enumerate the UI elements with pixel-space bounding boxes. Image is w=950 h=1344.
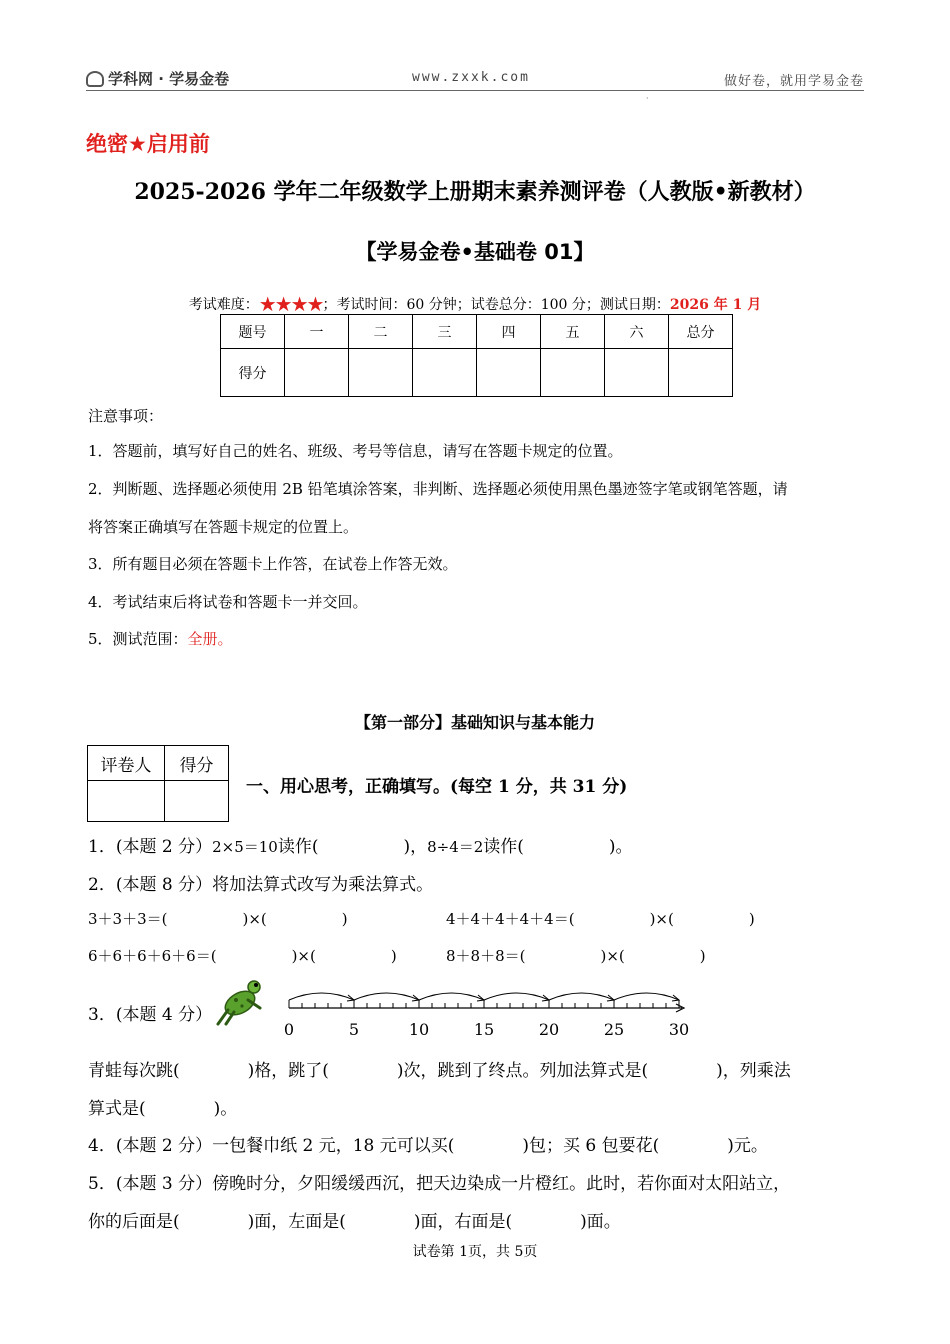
note-item: 将答案正确填写在答题卡规定的位置上。	[88, 518, 359, 536]
site-logo	[86, 68, 229, 89]
q2-item-c: 6＋6＋6＋6＋6＝( )×( )	[88, 947, 397, 965]
q5-line-1: 5．(本题 3 分）傍晚时分，夕阳缓缓西沉，把天边染成一片橙红。此时，若你面对太阳站立，	[88, 1174, 791, 1194]
note-scope	[88, 620, 868, 658]
score-header-cell: 六	[605, 315, 669, 349]
jump-arc	[549, 993, 614, 1000]
number-line-label: 15	[473, 1020, 495, 1039]
header-divider	[86, 90, 864, 91]
grader-score-label: 得分	[165, 746, 229, 781]
number-line-label: 25	[603, 1020, 625, 1039]
score-row-label: 得分	[221, 349, 285, 397]
jump-arc	[354, 993, 419, 1000]
score-table-header-row	[221, 315, 733, 349]
score-header-cell: 五	[541, 315, 605, 349]
score-header-cell: 三	[413, 315, 477, 349]
q1-expression-2: 8÷4＝2	[427, 838, 484, 856]
info-separator: ；	[322, 297, 337, 313]
exam-meta: 考试时间：60 分钟；试卷总分：100 分；测试日期：	[336, 297, 670, 313]
q1-expression-1: 2×5＝10	[212, 838, 278, 856]
score-header-cell: 一	[285, 315, 349, 349]
header-slogan: 做好卷，就用学易金卷	[723, 74, 864, 89]
page-footer: 试卷第 1页，共 5页	[412, 1244, 538, 1260]
question-2: 2．(本题 8 分）将加法算式改写为乘法算式。	[88, 875, 434, 895]
secret-label: 绝密★启用前	[86, 132, 210, 156]
reviewer-label: 评卷人	[88, 746, 165, 781]
grader-table	[87, 745, 229, 822]
q2-item-d: 8＋8＋8＝( )×( )	[446, 947, 706, 965]
score-cell	[413, 349, 477, 397]
jump-arcs	[289, 993, 679, 1001]
score-cell	[477, 349, 541, 397]
q2-item-b: 4＋4＋4＋4＋4＝( )×( )	[446, 910, 755, 928]
grader-score-cell	[165, 781, 229, 822]
exam-info	[0, 292, 950, 316]
number-line-label: 30	[668, 1020, 690, 1039]
number-line-label: 20	[538, 1020, 560, 1039]
score-cell	[669, 349, 733, 397]
scope-prefix: 5．测试范围：	[88, 630, 188, 648]
note-item: 3．所有题目必须在答题卡上作答，在试卷上作答无效。	[88, 555, 458, 573]
logo-text: 学科网 · 学易金卷	[108, 70, 230, 88]
q1-text-1: 读作( )，	[277, 837, 428, 857]
header-dot: ·	[646, 94, 649, 103]
notes-title: 注意事项：	[88, 407, 164, 425]
number-line-label: 10	[408, 1020, 430, 1039]
jump-arc	[614, 993, 679, 1000]
q3-line-1: 青蛙每次跳( )格，跳了( )次，跳到了终点。列加法算式是( )，列乘法	[88, 1061, 791, 1081]
scope-value: 全册。	[187, 630, 233, 648]
number-line	[283, 988, 694, 1042]
score-cell	[349, 349, 413, 397]
exam-date: 2026 年 1 月	[669, 297, 762, 313]
score-cell	[285, 349, 349, 397]
score-header-cell: 二	[349, 315, 413, 349]
note-item: 1．答题前，填写好自己的姓名、班级、考号等信息，请写在答题卡规定的位置。	[88, 442, 623, 460]
exam-subtitle: 【学易金卷•基础卷 01】	[355, 240, 595, 264]
q5-line-2: 你的后面是( )面，左面是( )面，右面是( )面。	[88, 1212, 621, 1232]
q1-prefix: 1．(本题 2 分）	[88, 837, 213, 857]
note-item: 4．考试结束后将试卷和答题卡一并交回。	[88, 593, 368, 611]
header-url: www.zxxk.com	[412, 70, 530, 85]
score-cell	[541, 349, 605, 397]
number-line-label: 5	[348, 1020, 360, 1039]
logo-icon	[86, 71, 104, 87]
reviewer-cell	[88, 781, 165, 822]
score-header-cell: 四	[477, 315, 541, 349]
q3-line-2: 算式是( )。	[88, 1099, 238, 1119]
score-table-score-row	[221, 349, 733, 397]
number-line-labels	[284, 1020, 689, 1039]
difficulty-stars: ★★★★	[258, 292, 323, 316]
jump-arc	[484, 993, 549, 1000]
note-item: 2．判断题、选择题必须使用 2B 铅笔填涂答案，非判断、选择题必须使用黑色墨迹签字笔或钢笔答题，请	[88, 480, 788, 498]
score-cell	[605, 349, 669, 397]
score-header-cell: 题号	[221, 315, 285, 349]
jump-arc	[419, 993, 484, 1000]
difficulty-label: 考试难度：	[188, 297, 259, 313]
q1-text-2: 读作( )。	[483, 837, 633, 857]
section-heading: 一、用心思考，正确填写。(每空 1 分，共 31 分)	[246, 777, 628, 797]
exam-title: 2025-2026 学年二年级数学上册期末素养测评卷（人教版•新教材）	[134, 179, 816, 205]
question-4: 4．(本题 2 分）一包餐巾纸 2 元，18 元可以买( )包；买 6 包要花( )元。	[88, 1136, 768, 1156]
q3-prefix: 3．(本题 4 分）	[88, 1005, 213, 1025]
number-line-label: 0	[283, 1020, 295, 1039]
score-header-cell: 总分	[669, 315, 733, 349]
frog-icon	[214, 978, 266, 1028]
q2-item-a: 3＋3＋3＝( )×( )	[88, 910, 348, 928]
jump-arc	[289, 993, 354, 1000]
question-1	[88, 832, 633, 857]
score-table	[220, 314, 733, 397]
part-title: 【第一部分】基础知识与基本能力	[354, 713, 595, 732]
